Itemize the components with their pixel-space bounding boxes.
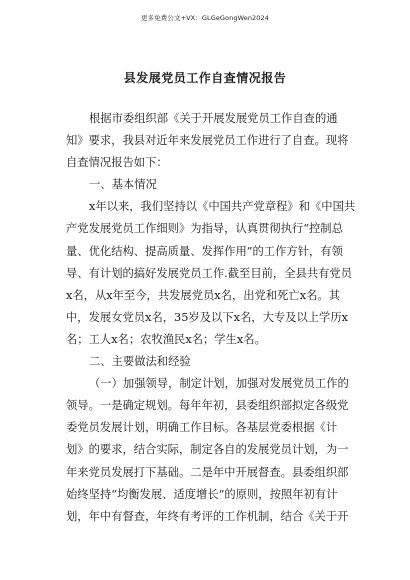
body-line: 根据市委组织部《关于开展发展党员工作自查的通 — [89, 112, 338, 125]
body-line: 划，年中有督查，年终有考评的工作机制，结合《关于开 — [66, 509, 349, 523]
body-line: 产党发展党员工作细则》为指导，认真贯彻执行“控制总 — [66, 222, 343, 236]
body-line: x名，从x年至今，共发展党员x名，出党和死亡x名。其 — [66, 288, 341, 302]
body-line: 自查情况报告如下： — [66, 156, 168, 170]
body-line: 名；工人x名；农牧渔民x名；学生x名。 — [66, 332, 266, 346]
header-note: 更多免费公文+VX：GLGeGongWen2024 — [140, 14, 269, 22]
document-title: 县发展党员工作自查情况报告 — [123, 71, 287, 85]
body-line: 知》要求，我县对近年来发展党员工作进行了自查。现将 — [66, 134, 349, 148]
body-line: 划》的要求，结合实际，制定各自的发展党员计划，为一 — [66, 443, 349, 457]
section-heading: 二、主要做法和经验 — [89, 355, 191, 369]
body-line: 始终坚持“均衡发展、适度增长”的原则，按照年初有计 — [66, 487, 338, 501]
document-body — [66, 108, 356, 528]
body-line: x年以来，我们坚持以《中国共产党章程》和《中国共 — [89, 200, 356, 214]
body-line: 委党员发展计划，明确工作目标。各基层党委根据《计 — [66, 421, 338, 435]
body-line: 年来党员发展打下基础。二是年中开展督查。县委组织部 — [66, 465, 349, 479]
body-line: 量、优化结构、提高质量、发挥作用”的工作方针，有领 — [66, 244, 343, 258]
section-heading: 一、基本情况 — [89, 178, 157, 192]
body-line: 领导。一是确定规划。每年年初，县委组织部拟定各级党 — [66, 399, 349, 413]
body-line: （一）加强领导，制定计划，加强对发展党员工作的 — [89, 377, 349, 391]
body-line: 导、有计划的搞好发展党员工作.截至目前，全县共有党员 — [66, 266, 353, 280]
body-line: 中，发展女党员x名，35岁及以下x名，大专及以上学历x — [66, 310, 349, 324]
